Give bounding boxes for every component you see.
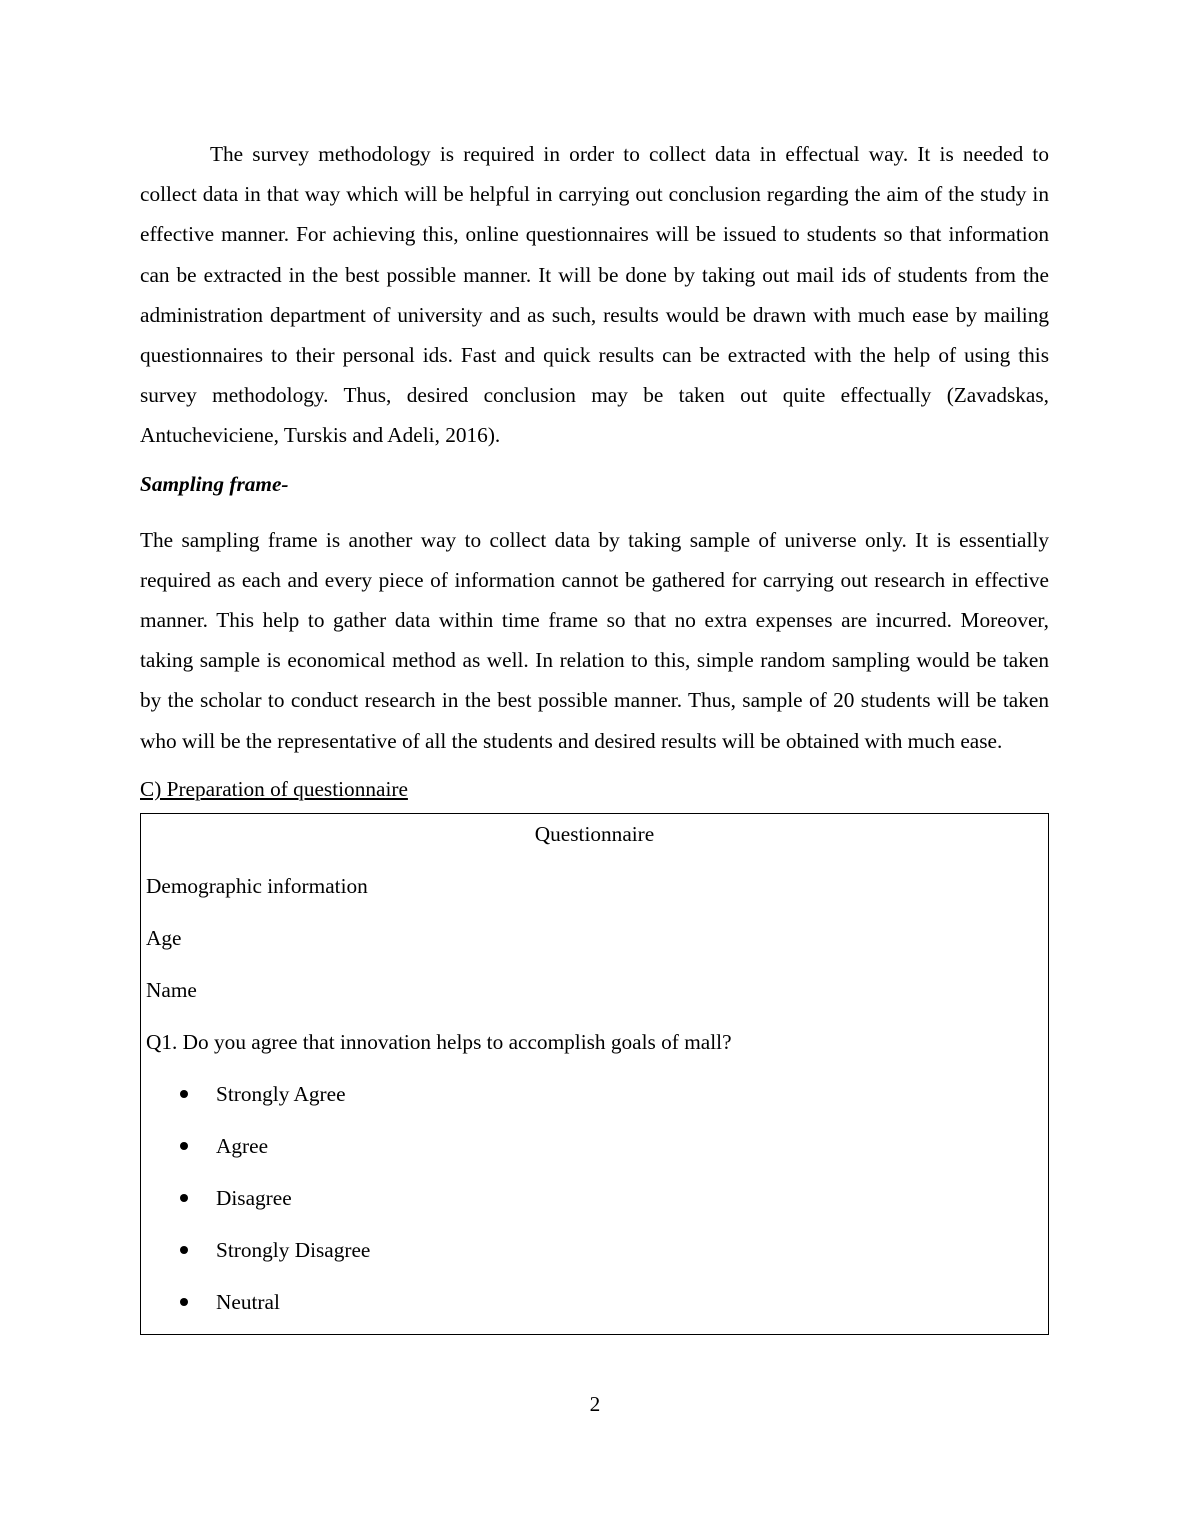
option-item xyxy=(146,1130,1043,1162)
option-item xyxy=(146,1234,1043,1266)
option-label: Agree xyxy=(216,1133,269,1158)
option-item xyxy=(146,1182,1043,1214)
option-label: Neutral xyxy=(216,1289,280,1314)
question-1: Q1. Do you agree that innovation helps to accomplish goals of mall? xyxy=(146,1029,732,1054)
bullet-icon xyxy=(180,1194,188,1202)
age-label: Age xyxy=(146,925,182,950)
option-label: Strongly Disagree xyxy=(216,1237,371,1262)
demographic-information-label: Demographic information xyxy=(146,873,368,898)
paragraph-sampling-frame: The sampling frame is another way to collect data by taking sample of universe only. It is essentially required as each and every piece of information cannot be gathered for carrying out research in effective manner. This help to gather data within time frame so that no extra expenses are incurred. Moreover, taking sample is economical method as well. In relation to this, simple random sampling would be taken by the scholar to conduct research in the best possible manner. Thus, sample of 20 students will be taken who will be the representative of all the students and desired results will be obtained with much ease. xyxy=(140,527,1049,753)
bullet-icon xyxy=(180,1298,188,1306)
option-label: Disagree xyxy=(216,1185,292,1210)
bullet-icon xyxy=(180,1246,188,1254)
questionnaire-box xyxy=(140,813,1049,1335)
option-item xyxy=(146,1078,1043,1110)
section-heading-questionnaire: C) Preparation of questionnaire xyxy=(140,776,408,801)
bullet-icon xyxy=(180,1090,188,1098)
questionnaire-title: Questionnaire xyxy=(534,821,655,846)
document-page xyxy=(140,134,1049,1335)
page-number: 2 xyxy=(589,1392,601,1416)
option-item xyxy=(146,1286,1043,1318)
bullet-icon xyxy=(180,1142,188,1150)
sampling-frame-heading: Sampling frame- xyxy=(140,471,289,496)
paragraph-survey-methodology: The survey methodology is required in order to collect data in effectual way. It is needed to collect data in that way which will be helpful in carrying out conclusion regarding the aim of the study in effective manner. For achieving this, online questionnaires will be issued to students so that information can be extracted in the best possible manner. It will be done by taking out mail ids of students from the administration department of university and as such, results would be drawn with much ease by mailing questionnaires to their personal ids. Fast and quick results can be extracted with the help of using this survey methodology. Thus, desired conclusion may be taken out quite effectually (Zavadskas, Antucheviciene, Turskis and Adeli, 2016). xyxy=(140,142,1049,448)
name-label: Name xyxy=(146,977,197,1002)
option-label: Strongly Agree xyxy=(216,1081,346,1106)
question-1-options xyxy=(146,1078,1043,1318)
